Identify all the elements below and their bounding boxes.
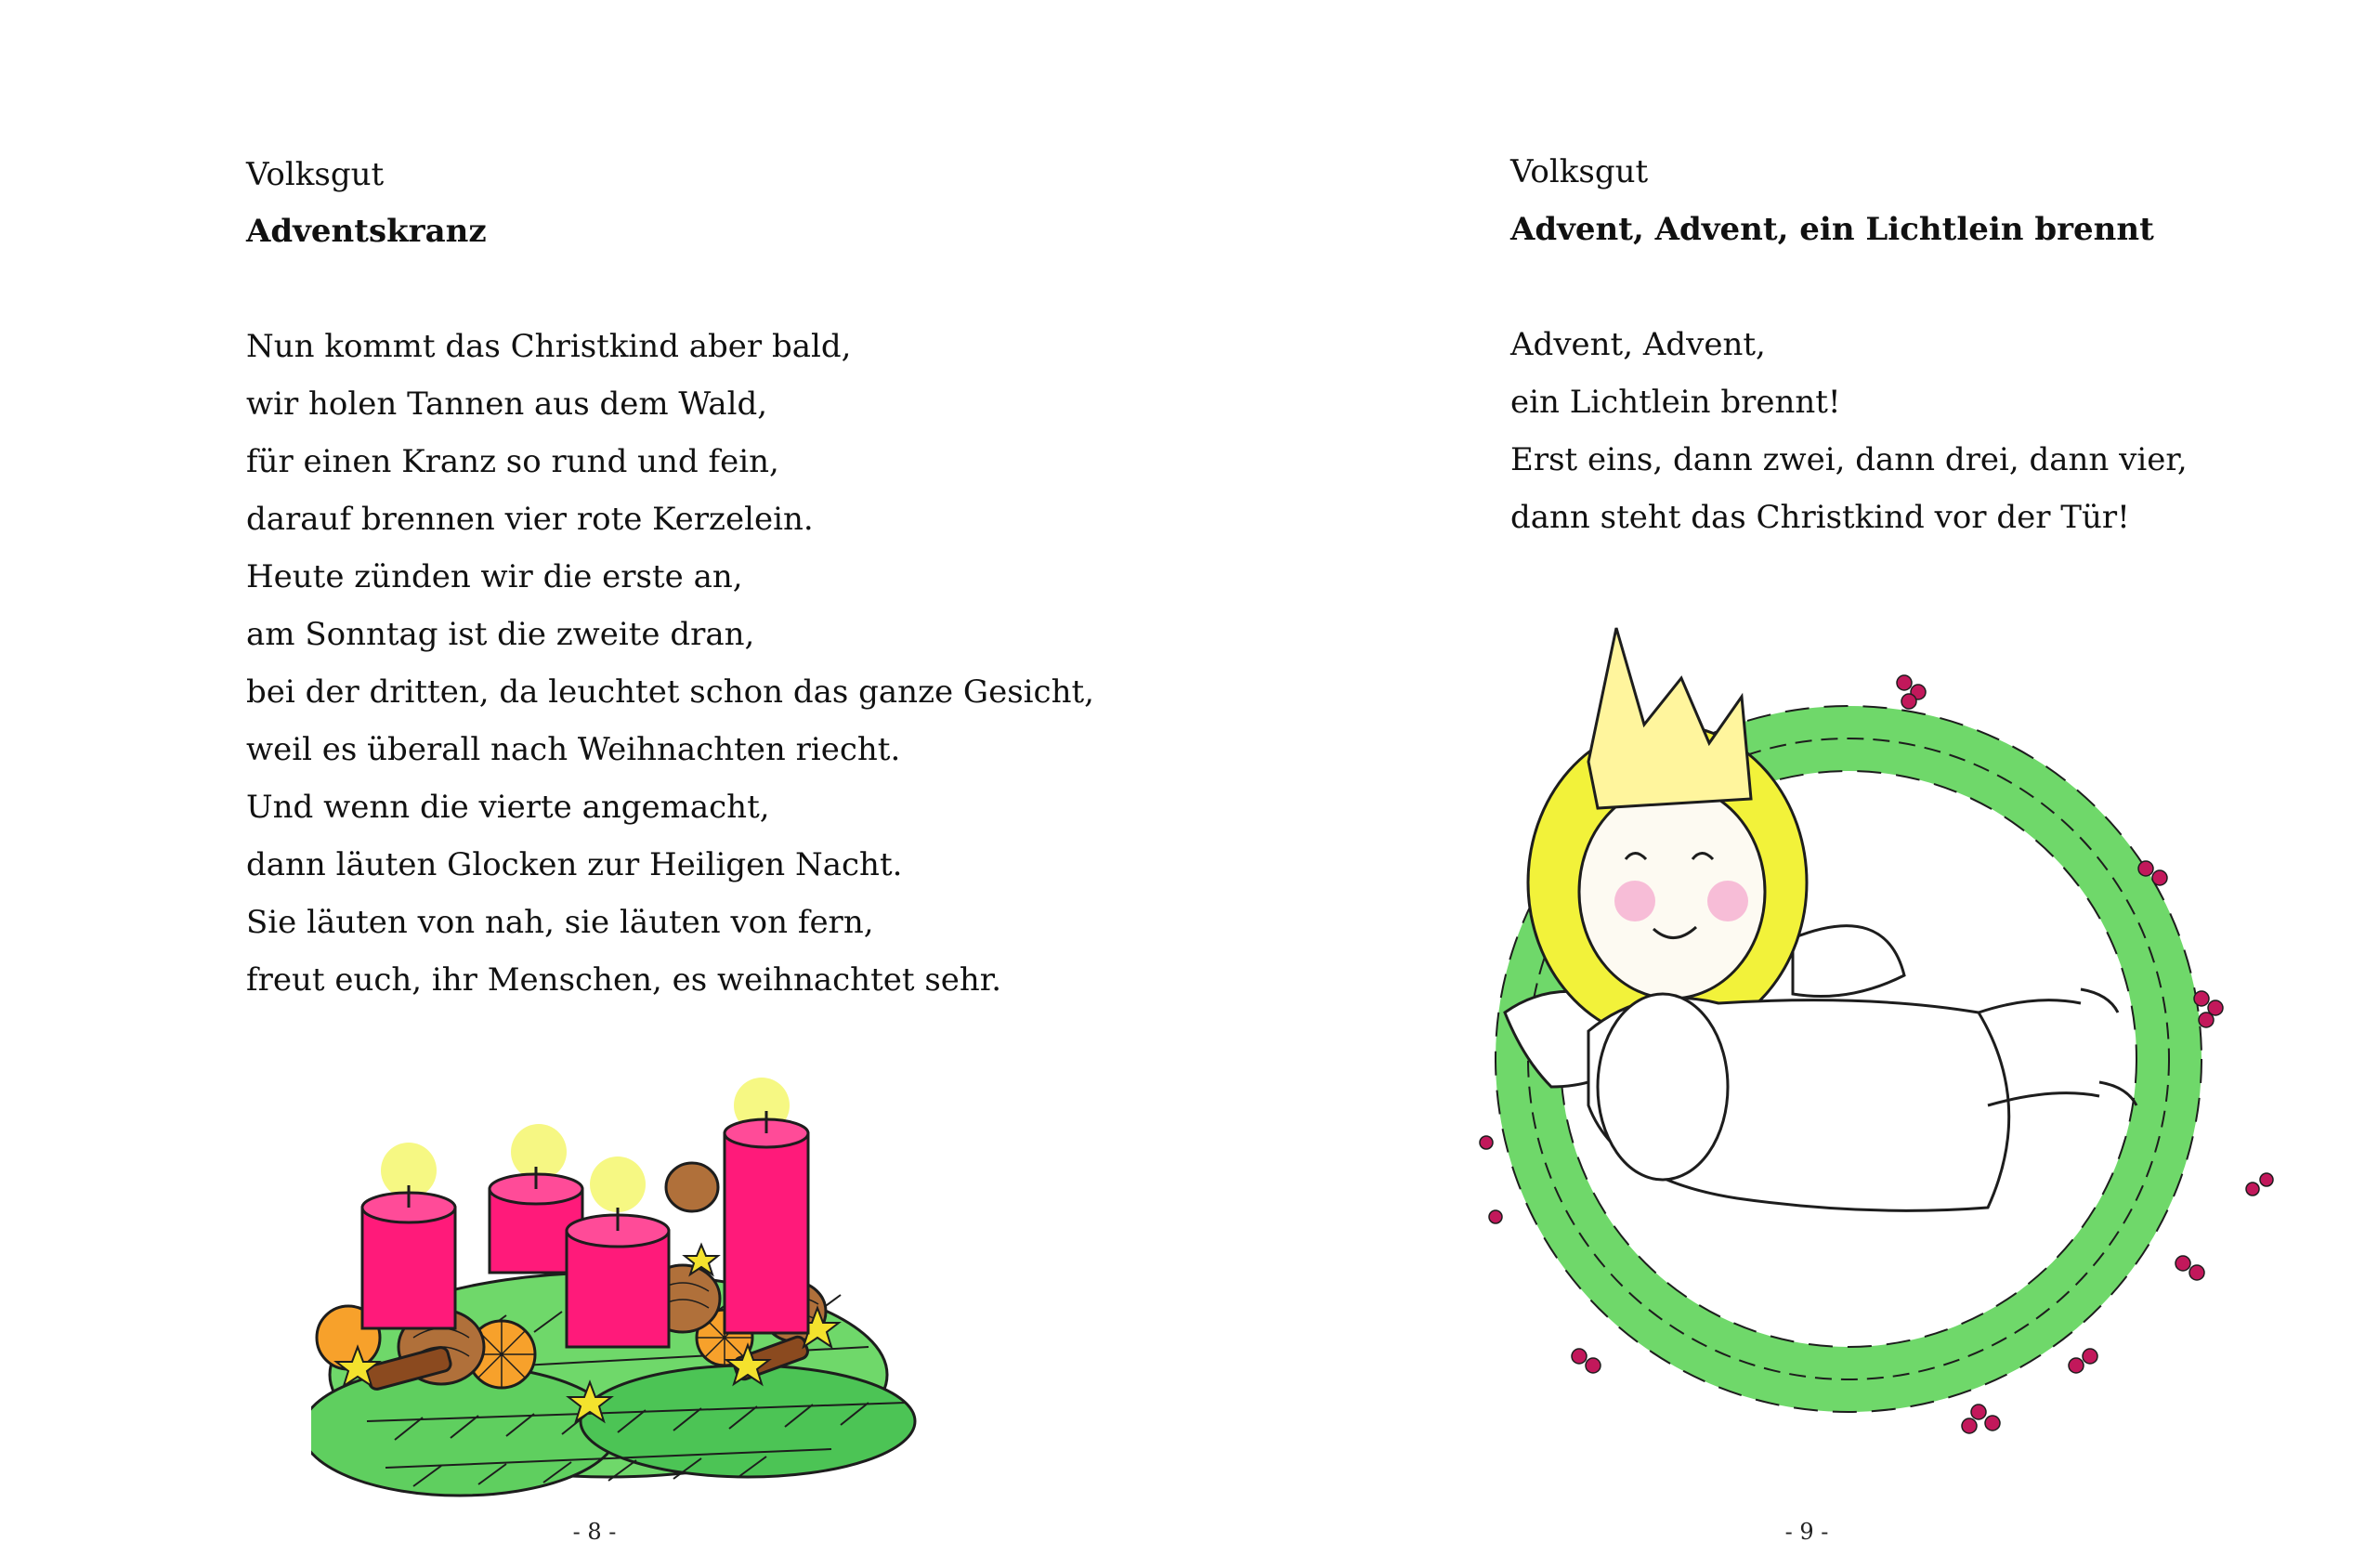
left-author: Volksgut xyxy=(246,156,385,193)
verse-line: bei der dritten, da leuchtet schon das ganze Gesicht, xyxy=(246,673,1094,711)
verse-line: weil es überall nach Weihnachten riecht. xyxy=(246,731,901,768)
verse-line: wir holen Tannen aus dem Wald, xyxy=(246,385,768,423)
verse-line: Advent, Advent, xyxy=(1510,326,1766,363)
crown-icon xyxy=(1588,628,1751,808)
left-poem-verse xyxy=(246,318,1094,1009)
angel-face xyxy=(1579,785,1765,999)
verse-line: für einen Kranz so rund und fein, xyxy=(246,443,779,480)
verse-line: Sie läuten von nah, sie läuten von fern, xyxy=(246,904,874,941)
candles xyxy=(362,1111,808,1347)
verse-line: Und wenn die vierte angemacht, xyxy=(246,789,770,826)
angel-robe xyxy=(1588,989,2136,1210)
page-number-right: - 9 - xyxy=(1784,1519,1829,1545)
verse-line: freut euch, ihr Menschen, es weihnachtet sehr. xyxy=(246,961,1002,999)
right-author: Volksgut xyxy=(1510,153,1649,190)
verse-line: Nun kommt das Christkind aber bald, xyxy=(246,328,852,365)
right-poem-verse xyxy=(1510,316,2188,546)
christkind-holly-wreath-illustration xyxy=(1384,622,2276,1458)
verse-line: darauf brennen vier rote Kerzelein. xyxy=(246,501,814,538)
right-poem-title: Advent, Advent, ein Lichtlein brennt xyxy=(1510,211,2154,248)
verse-line: Heute zünden wir die erste an, xyxy=(246,558,743,595)
verse-line: Erst eins, dann zwei, dann drei, dann vier, xyxy=(1510,441,2188,478)
verse-line: ein Lichtlein brennt! xyxy=(1510,384,1841,421)
candle xyxy=(567,1208,669,1347)
left-poem-title: Adventskranz xyxy=(246,213,487,250)
candle xyxy=(725,1111,808,1333)
page-number-left: - 8 - xyxy=(572,1519,617,1545)
verse-line: dann steht das Christkind vor der Tür! xyxy=(1510,499,2130,536)
right-page xyxy=(1189,0,2378,1568)
verse-line: am Sonntag ist die zweite dran, xyxy=(246,616,755,653)
advent-wreath-illustration xyxy=(311,1068,961,1514)
verse-line: dann läuten Glocken zur Heiligen Nacht. xyxy=(246,846,903,883)
candle xyxy=(362,1185,455,1328)
